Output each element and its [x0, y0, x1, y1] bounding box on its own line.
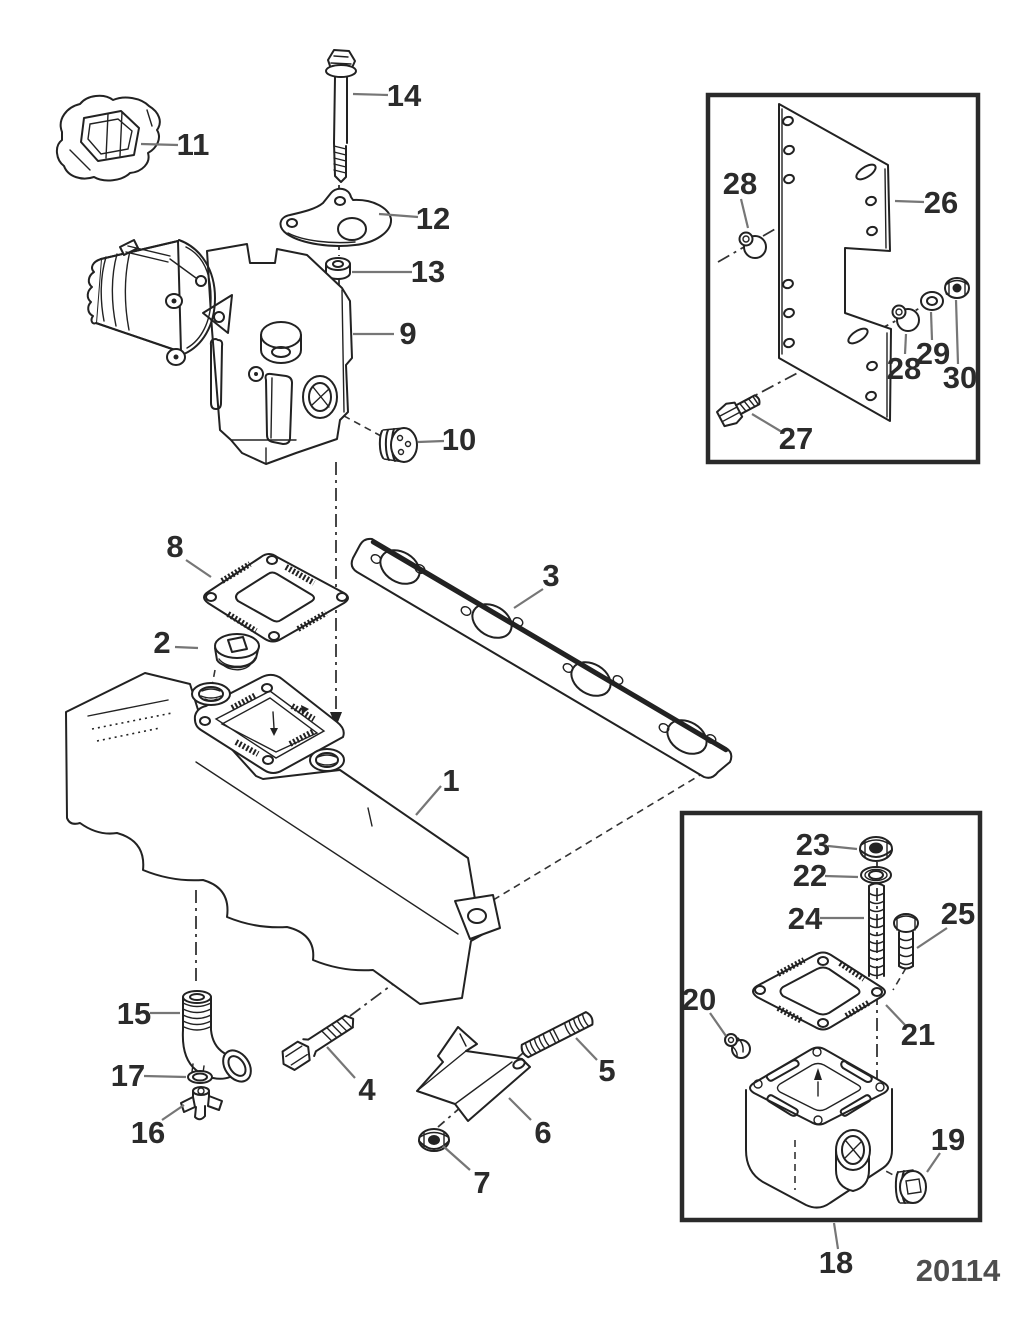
- part-11-cover: [57, 96, 160, 181]
- part-19-plug: [896, 1170, 926, 1203]
- callout-24: [788, 901, 864, 936]
- drawing-number: 20114: [915, 1253, 1001, 1288]
- callout-label-25: 25: [940, 896, 976, 931]
- part-9-housing: [88, 240, 352, 464]
- callout-label-20: 20: [681, 982, 717, 1017]
- part-30-locknut: [945, 278, 969, 298]
- callout-label-28-lower: 28: [886, 351, 922, 386]
- callout-label-30: 30: [942, 360, 978, 395]
- callout-label-10: 10: [441, 422, 477, 457]
- part-14-bolt: [326, 50, 356, 182]
- part-21-gasket: [753, 953, 885, 1030]
- callout-23: [796, 827, 857, 862]
- callout-10: [418, 422, 476, 457]
- part-20-fitting: [725, 1034, 750, 1058]
- callout-label-26: 26: [923, 185, 959, 220]
- callout-21: [886, 1005, 935, 1052]
- callout-20: [682, 982, 726, 1036]
- callout-label-5: 5: [598, 1053, 616, 1088]
- callout-22: [793, 858, 858, 893]
- callout-label-11: 11: [176, 127, 210, 162]
- callout-19: [927, 1122, 965, 1172]
- callout-28-upper: [723, 166, 757, 228]
- callout-17: [111, 1058, 186, 1093]
- callout-1: [416, 763, 460, 815]
- part-18-end-cap: [746, 1048, 892, 1208]
- callout-label-3: 3: [542, 558, 560, 593]
- callout-label-29: 29: [915, 336, 951, 371]
- callout-14: [353, 78, 422, 113]
- callout-15: [117, 996, 180, 1031]
- part-22-washer: [861, 867, 891, 883]
- callout-label-22: 22: [792, 858, 828, 893]
- callout-label-6: 6: [534, 1115, 552, 1150]
- part-28-spacer-upper: [740, 233, 767, 259]
- part-4-bolt: [278, 1010, 360, 1074]
- callout-label-12: 12: [415, 201, 451, 236]
- callout-label-17: 17: [110, 1058, 146, 1093]
- callout-2: [153, 625, 198, 660]
- part-23-nut: [860, 837, 892, 861]
- inset-1-contents: [716, 104, 969, 429]
- part-29-washer: [921, 292, 943, 310]
- callout-8: [166, 529, 211, 577]
- callout-label-8: 8: [166, 529, 184, 564]
- part-2-plug: [215, 634, 259, 670]
- callout-label-2: 2: [153, 625, 171, 660]
- part-16-drain-cock: [181, 1087, 222, 1119]
- callout-label-23: 23: [795, 827, 831, 862]
- callout-label-1: 1: [442, 763, 460, 798]
- part-17-seal-washer: [188, 1071, 212, 1083]
- callout-13: [352, 254, 445, 289]
- part-25-bolt: [894, 914, 918, 969]
- part-12-retainer-plate: [281, 189, 392, 246]
- callout-label-7: 7: [473, 1165, 491, 1200]
- callout-27: [752, 414, 813, 456]
- callout-label-13: 13: [410, 254, 446, 289]
- callout-3: [514, 558, 560, 608]
- callout-label-14: 14: [386, 78, 422, 113]
- callout-label-21: 21: [900, 1017, 936, 1052]
- part-28-spacer-lower: [893, 306, 920, 332]
- callout-9: [353, 316, 417, 351]
- callout-label-28-upper: 28: [722, 166, 758, 201]
- part-10-plug: [380, 428, 417, 462]
- callout-16: [131, 1105, 184, 1150]
- callout-label-19: 19: [930, 1122, 966, 1157]
- callout-6: [509, 1098, 552, 1150]
- callout-26: [895, 185, 958, 220]
- part-6-bracket: [417, 1027, 530, 1121]
- part-8-gasket: [204, 554, 348, 642]
- callout-5: [576, 1038, 616, 1088]
- part-5-stud: [520, 1011, 595, 1058]
- callout-label-4: 4: [358, 1072, 376, 1107]
- callout-25: [917, 896, 975, 948]
- callout-label-15: 15: [116, 996, 152, 1031]
- callout-label-16: 16: [130, 1115, 166, 1150]
- callout-7: [443, 1146, 491, 1200]
- part-1-exhaust-manifold: [66, 673, 500, 1004]
- callout-label-27: 27: [778, 421, 814, 456]
- callout-label-24: 24: [787, 901, 823, 936]
- callout-label-18: 18: [818, 1245, 854, 1280]
- callout-4: [327, 1047, 376, 1107]
- callout-18: [819, 1223, 853, 1280]
- callout-label-9: 9: [399, 316, 417, 351]
